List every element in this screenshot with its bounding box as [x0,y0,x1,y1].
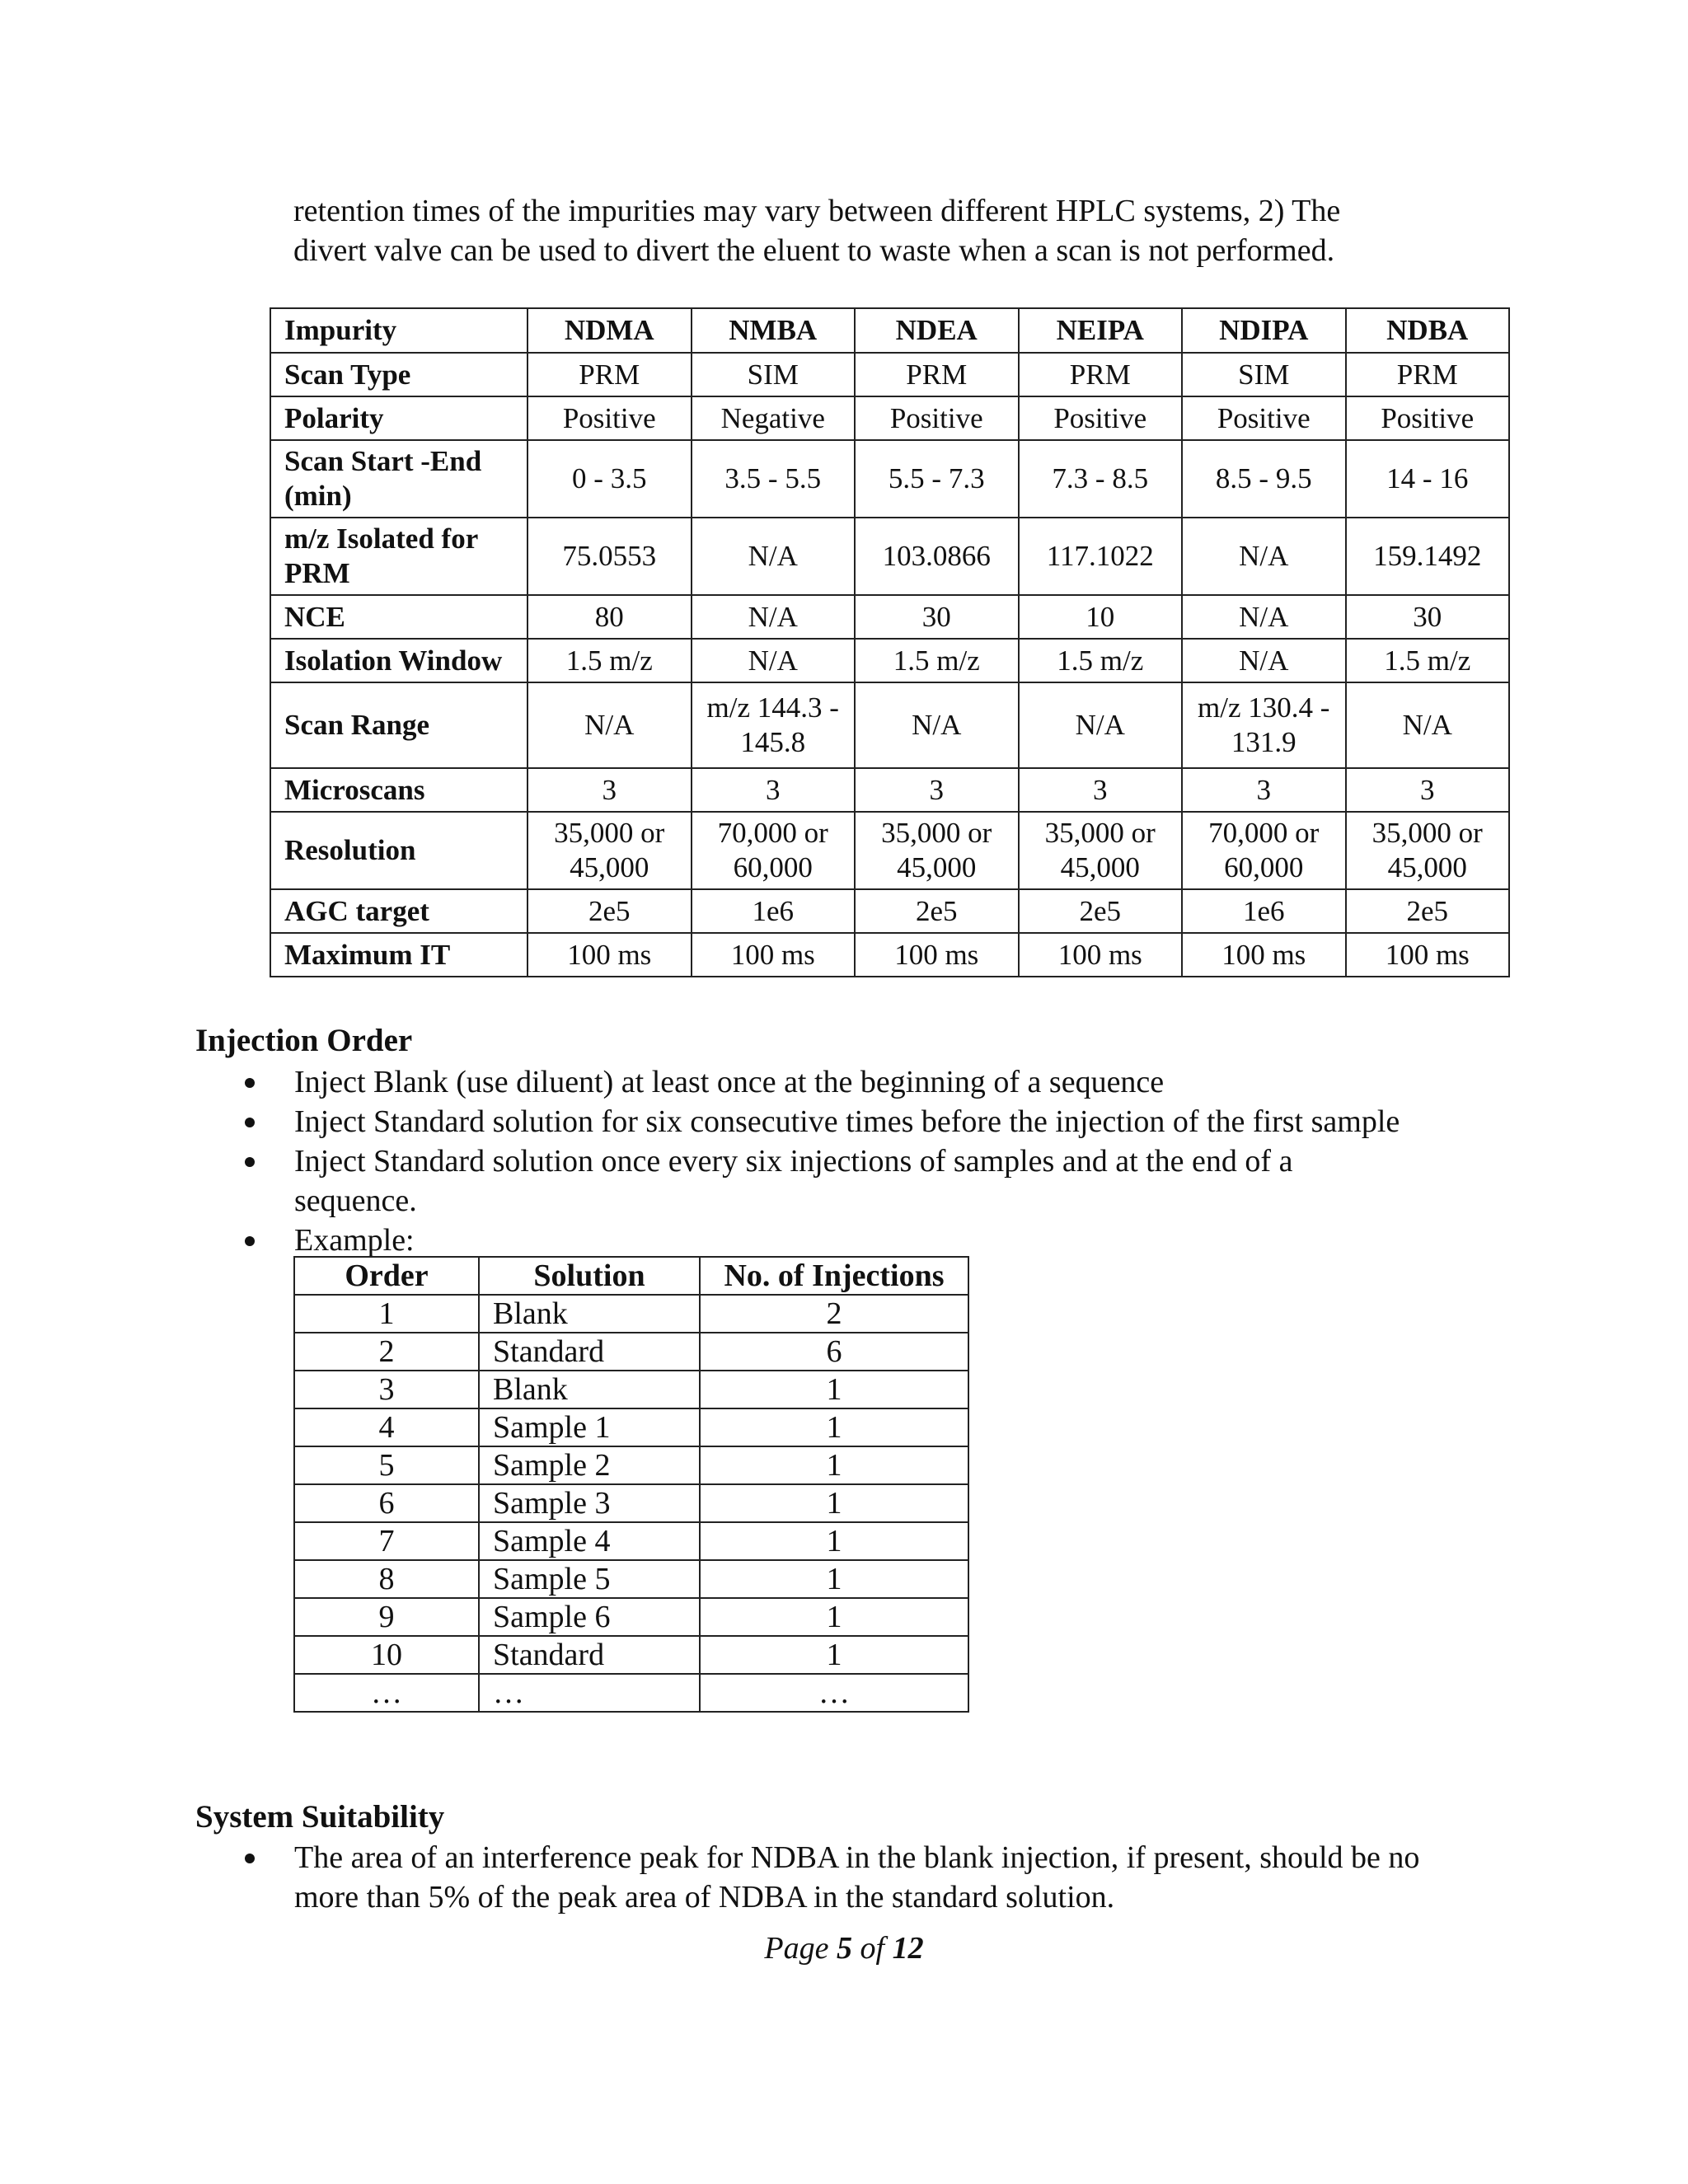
intro-line: divert valve can be used to divert the eluent to waste when a scan is not performed. [293,233,1335,268]
row-label: Scan Start -End (min) [270,440,528,518]
table-cell: 75.0553 [528,518,692,595]
table-cell: N/A [1182,595,1346,639]
table-cell: 100 ms [692,933,856,977]
injection-order-list [195,1062,1400,1260]
table-row [270,768,1509,812]
table-cell: Positive [528,396,692,440]
table-cell: 2e5 [528,889,692,933]
table-cell: Positive [1182,396,1346,440]
table-cell: 30 [855,595,1019,639]
table-cell: 8 [294,1560,479,1598]
table-cell: 70,000 or 60,000 [1182,812,1346,889]
system-suitability-heading: System Suitability [195,1799,445,1835]
table-cell: Sample 5 [479,1560,700,1598]
table-cell: Sample 6 [479,1598,700,1636]
table-row [270,639,1509,682]
table-row [294,1484,968,1522]
column-header: NDBA [1346,308,1510,353]
table-cell: 3 [1346,768,1510,812]
table-cell: N/A [1019,682,1183,768]
row-label: AGC target [270,889,528,933]
table-cell: Negative [692,396,856,440]
table-cell: 1.5 m/z [855,639,1019,682]
table-row [270,396,1509,440]
list-item: Inject Standard solution once every six injections of samples and at the end of a sequence. [195,1141,1400,1221]
table-row [294,1674,968,1712]
table-cell: Positive [855,396,1019,440]
table-row [270,933,1509,977]
table-cell: 0 - 3.5 [528,440,692,518]
table-cell: PRM [855,353,1019,396]
table-cell: 6 [294,1484,479,1522]
table-cell: … [479,1674,700,1712]
intro-line: retention times of the impurities may vary between different HPLC systems, 2) The [293,194,1341,228]
row-label: Microscans [270,768,528,812]
table-cell: 3 [692,768,856,812]
row-label: NCE [270,595,528,639]
table-cell: SIM [1182,353,1346,396]
table-cell: 1.5 m/z [528,639,692,682]
table-row [270,595,1509,639]
table-cell: 70,000 or 60,000 [692,812,856,889]
bullet-icon [245,1236,255,1246]
table-cell: 35,000 or 45,000 [528,812,692,889]
table-cell: 3 [1182,768,1346,812]
table-row [294,1333,968,1371]
system-suitability-list [195,1838,1419,1917]
table-cell: N/A [1346,682,1510,768]
table-row [270,889,1509,933]
table-cell: 10 [294,1636,479,1674]
table-cell: 1.5 m/z [1019,639,1183,682]
column-header: No. of Injections [700,1257,968,1295]
table-cell: 3 [1019,768,1183,812]
list-item: The area of an interference peak for NDBA in the blank injection, if present, should be no more than 5% of the peak area of NDBA in the standard solution. [195,1838,1419,1917]
table-row [294,1636,968,1674]
table-cell: 2e5 [1346,889,1510,933]
row-label: Isolation Window [270,639,528,682]
table-cell: 35,000 or 45,000 [1346,812,1510,889]
row-label: Scan Range [270,682,528,768]
column-header: NDMA [528,308,692,353]
table-cell: 1 [700,1408,968,1446]
table-row [270,440,1509,518]
table-cell: 117.1022 [1019,518,1183,595]
table-cell: N/A [1182,639,1346,682]
bullet-icon [245,1157,255,1167]
column-header: NDEA [855,308,1019,353]
table-cell: 10 [1019,595,1183,639]
table-cell: 35,000 or 45,000 [855,812,1019,889]
table-cell: N/A [692,595,856,639]
column-header: NEIPA [1019,308,1183,353]
bullet-icon [245,1854,255,1863]
table-cell: Sample 3 [479,1484,700,1522]
table-row [270,682,1509,768]
intro-paragraph [293,191,1497,270]
table-row [294,1295,968,1333]
table-cell: 7.3 - 8.5 [1019,440,1183,518]
table-cell: N/A [528,682,692,768]
table-cell: 2 [700,1295,968,1333]
table-cell: 14 - 16 [1346,440,1510,518]
table-row [270,353,1509,396]
table-row [294,1446,968,1484]
list-item: Example: [195,1221,1400,1260]
row-label: m/z Isolated for PRM [270,518,528,595]
table-cell: N/A [855,682,1019,768]
table-cell: 1 [700,1636,968,1674]
table-cell: 80 [528,595,692,639]
table-cell: N/A [692,518,856,595]
table-cell: 1 [700,1598,968,1636]
row-header-label: Impurity [270,308,528,353]
table-cell: 5.5 - 7.3 [855,440,1019,518]
table-cell: 2 [294,1333,479,1371]
table-cell: … [700,1674,968,1712]
table-cell: Blank [479,1371,700,1408]
row-label: Resolution [270,812,528,889]
table-row [270,518,1509,595]
column-header: Order [294,1257,479,1295]
table-cell: N/A [1182,518,1346,595]
table-header-row [270,308,1509,353]
table-cell: m/z 130.4 - 131.9 [1182,682,1346,768]
table-row [270,812,1509,889]
table-cell: 1e6 [1182,889,1346,933]
table-cell: Sample 2 [479,1446,700,1484]
table-cell: 35,000 or 45,000 [1019,812,1183,889]
table-cell: 100 ms [1182,933,1346,977]
table-cell: Standard [479,1636,700,1674]
table-cell: 1e6 [692,889,856,933]
table-row [294,1522,968,1560]
table-cell: 100 ms [855,933,1019,977]
column-header: Solution [479,1257,700,1295]
table-cell: 3 [855,768,1019,812]
table-cell: 100 ms [528,933,692,977]
table-cell: 3 [294,1371,479,1408]
table-cell: 6 [700,1333,968,1371]
table-cell: 1 [700,1446,968,1484]
table-cell: Positive [1019,396,1183,440]
bullet-icon [245,1118,255,1127]
column-header: NDIPA [1182,308,1346,353]
table-cell: 4 [294,1408,479,1446]
table-cell: 100 ms [1019,933,1183,977]
table-cell: Sample 1 [479,1408,700,1446]
page-number: Page 5 of 12 [764,1931,924,1966]
table-cell: Standard [479,1333,700,1371]
row-label: Polarity [270,396,528,440]
list-item: Inject Standard solution for six consecutive times before the injection of the first sample [195,1102,1400,1141]
table-row [294,1560,968,1598]
table-header-row [294,1257,968,1295]
table-cell: N/A [692,639,856,682]
table-cell: Positive [1346,396,1510,440]
table-cell: 2e5 [855,889,1019,933]
row-label: Scan Type [270,353,528,396]
table-row [294,1408,968,1446]
table-row [294,1598,968,1636]
table-cell: 30 [1346,595,1510,639]
bullet-icon [245,1078,255,1088]
column-header: NMBA [692,308,856,353]
table-cell: 9 [294,1598,479,1636]
table-cell: 1 [700,1560,968,1598]
table-cell: Sample 4 [479,1522,700,1560]
table-cell: 1 [700,1522,968,1560]
table-cell: 2e5 [1019,889,1183,933]
injection-order-heading: Injection Order [195,1023,413,1058]
table-cell: PRM [528,353,692,396]
table-cell: Blank [479,1295,700,1333]
table-cell: 1 [700,1371,968,1408]
table-cell: 100 ms [1346,933,1510,977]
table-cell: PRM [1019,353,1183,396]
table-cell: 1.5 m/z [1346,639,1510,682]
table-cell: 5 [294,1446,479,1484]
row-label: Maximum IT [270,933,528,977]
table-cell: 159.1492 [1346,518,1510,595]
table-cell: 7 [294,1522,479,1560]
table-cell: SIM [692,353,856,396]
list-item: Inject Blank (use diluent) at least once at the beginning of a sequence [195,1062,1400,1102]
ms-parameters-table [270,307,1510,977]
table-row [294,1371,968,1408]
table-cell: 8.5 - 9.5 [1182,440,1346,518]
table-cell: 3.5 - 5.5 [692,440,856,518]
table-cell: 1 [700,1484,968,1522]
table-cell: PRM [1346,353,1510,396]
injection-example-table [293,1256,969,1713]
table-cell: m/z 144.3 - 145.8 [692,682,856,768]
table-cell: … [294,1674,479,1712]
table-cell: 1 [294,1295,479,1333]
table-cell: 3 [528,768,692,812]
table-cell: 103.0866 [855,518,1019,595]
